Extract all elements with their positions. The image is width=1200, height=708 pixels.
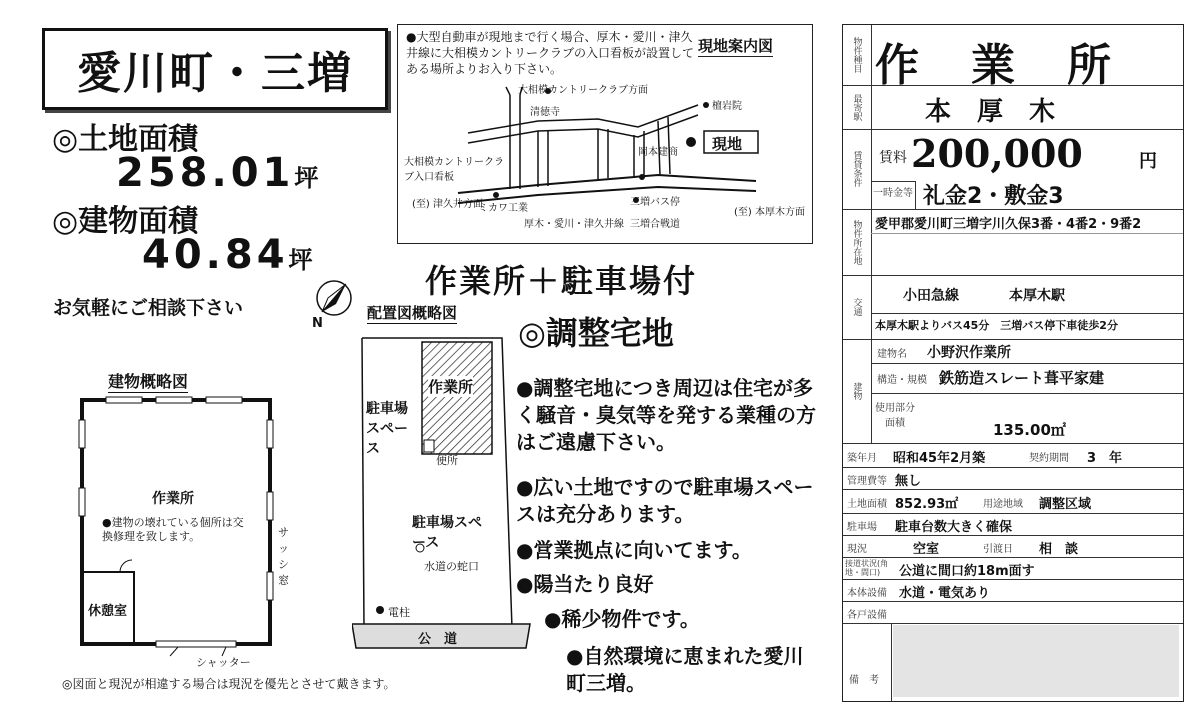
map-label-bus-stop: 三増バス停 xyxy=(630,197,680,208)
property-info-table xyxy=(842,24,1184,702)
remarks-area xyxy=(893,625,1179,697)
row-status xyxy=(843,535,1183,558)
map-label-shiganin: 檀岩院 xyxy=(712,101,742,112)
property-title: 愛川町・三増 xyxy=(42,28,388,110)
parking-label: 駐車場 xyxy=(847,522,877,533)
building-area-value: 40.84 xyxy=(142,232,289,278)
traffic-divider xyxy=(871,313,1183,314)
built-value: 昭和45年2月築 xyxy=(893,451,986,466)
floorplan-room-label: 作業所 xyxy=(152,491,194,507)
floorplan-title: 建物概略図 xyxy=(108,369,188,393)
map-label-route: 厚木・愛川・津久井線 xyxy=(524,219,624,230)
traffic-head: 交通 xyxy=(843,275,872,339)
built-label: 築年月 xyxy=(847,453,877,464)
deposit-label: 一時金等 xyxy=(871,181,916,209)
row-remarks xyxy=(843,623,1183,701)
map-label-club-direction: 大相模カントリークラブ方面 xyxy=(518,85,648,96)
rent-value: 200,000 xyxy=(911,131,1083,176)
map-label-okamoto: 岡本建商 xyxy=(638,147,678,158)
row-management xyxy=(843,467,1183,490)
building-floorplan xyxy=(66,392,289,669)
map-label-hon-atsugi-direction: (至) 本厚木方面 xyxy=(734,207,805,218)
contract-label: 契約期間 xyxy=(1029,453,1069,464)
equipment-label: 本体設備 xyxy=(847,588,887,599)
feature-item: ●稀少物件です。 xyxy=(544,607,700,631)
handover-label: 引渡日 xyxy=(983,544,1013,555)
row-rent xyxy=(843,129,1183,210)
floorplan-sash-label: サッシ窓 xyxy=(278,526,289,587)
layout-pole-label: 電柱 xyxy=(388,606,410,619)
road-label: 接道状況(角地・間口) xyxy=(845,559,889,577)
zone-value: 調整区域 xyxy=(1039,497,1092,512)
map-label-mikawa: ミカワ工業 xyxy=(478,203,528,214)
type-head: 物件種目 xyxy=(843,25,872,85)
row-station xyxy=(843,85,1183,130)
station-head: 最寄駅 xyxy=(843,85,872,129)
row-building xyxy=(843,339,1183,444)
row-land xyxy=(843,489,1183,514)
row-unit-equipment xyxy=(843,601,1183,624)
building-name: 小野沢作業所 xyxy=(927,345,1011,361)
building-divider-1 xyxy=(871,363,1183,364)
map-label-club-sign: 大相模カントリークラブ入口看板 xyxy=(404,157,504,183)
building-divider-2 xyxy=(871,393,1183,394)
feature-item: ●広い土地ですので駐車場スペースは充分あります。 xyxy=(516,475,814,526)
land-area-unit: 坪 xyxy=(294,164,319,192)
consult-text: お気軽にご相談下さい xyxy=(53,297,244,319)
site-layout-diagram xyxy=(352,328,510,653)
zone-label: 用途地域 xyxy=(983,499,1023,510)
contract-value: 3 年 xyxy=(1087,451,1123,466)
feature-item: ●調整宅地につき周辺は住宅が多く騒音・臭気等を発する業種の方はご遠慮下さい。 xyxy=(516,376,816,454)
feature-item: ●自然環境に恵まれた愛川町三増。 xyxy=(566,644,804,695)
remarks-label: 備 考 xyxy=(849,675,879,686)
building-area-unit: 坪 xyxy=(288,246,313,274)
unit-equipment-label: 各戸設備 xyxy=(847,610,887,621)
rent-label: 賃料 xyxy=(879,150,907,166)
row-address xyxy=(843,209,1183,276)
property-address: 愛甲郡愛川町三増字川久保3番・4番2・9番2 xyxy=(875,217,1142,232)
adjusted-land-heading: ◎調整宅地 xyxy=(518,314,674,352)
parking-value: 駐車台数大きく確保 xyxy=(895,520,1013,535)
compass-icon xyxy=(300,274,360,334)
row-built xyxy=(843,443,1183,468)
compass-north-label: N xyxy=(312,316,323,331)
land-area-label: ◎土地面積 xyxy=(52,122,199,157)
status-value: 空室 xyxy=(913,542,940,557)
building-area-label: ◎建物面積 xyxy=(52,204,199,239)
layout-workshop-label: 作業所 xyxy=(428,378,474,396)
train-station: 本厚木駅 xyxy=(1009,288,1065,304)
layout-parking-label: 駐車場スペース xyxy=(412,515,482,551)
footnote: ◎図面と現況が相違する場合は現況を優先とさせて戴きます。 xyxy=(62,677,396,691)
address-head: 物件所在地 xyxy=(843,209,872,275)
feature-item: ●営業拠点に向いてます。 xyxy=(516,538,752,562)
deposit-value: 礼金2・敷金3 xyxy=(923,184,1064,209)
headline: 作業所＋駐車場付 xyxy=(425,262,698,300)
property-type: 作 業 所 xyxy=(875,40,1115,91)
building-name-label: 建物名 xyxy=(877,349,907,360)
row-equipment xyxy=(843,579,1183,602)
row-road xyxy=(843,557,1183,580)
row-traffic xyxy=(843,275,1183,340)
layout-title: 配置図概略図 xyxy=(367,304,458,322)
equipment-value: 水道・電気あり xyxy=(899,586,991,601)
rent-unit: 円 xyxy=(1139,151,1157,172)
map-label-intersection: 三増合戦道 xyxy=(630,219,680,230)
status-label: 現況 xyxy=(847,544,867,555)
access-route: 本厚木駅よりバス45分 三増バス停下車徒歩2分 xyxy=(875,319,1118,332)
train-line: 小田急線 xyxy=(903,288,959,304)
map-label-seitokuji: 清徳寺 xyxy=(530,107,560,118)
floorplan-shutter-label: シャッター xyxy=(196,656,251,669)
building-area xyxy=(142,232,313,278)
floorplan-note: ●建物の壊れている個所は交換修理を致します。 xyxy=(102,516,244,543)
map-title: 現地案内図 xyxy=(698,37,774,55)
feature-item: ●陽当たり良好 xyxy=(516,572,654,596)
usage-label: 使用部分面積 xyxy=(875,403,915,429)
building-head: 建物 xyxy=(843,339,872,443)
usage-value: 135.00㎡ xyxy=(993,421,1066,439)
land-area xyxy=(116,150,318,196)
remarks-head-cell xyxy=(843,623,892,701)
rent-head: 賃貸条件 xyxy=(843,129,872,209)
land-value: 852.93㎡ xyxy=(895,497,959,512)
location-map xyxy=(397,24,813,244)
layout-toilet-label: 便所 xyxy=(436,454,458,467)
map-label-genchi: 現地 xyxy=(712,135,743,153)
row-parking xyxy=(843,513,1183,536)
map-note: ●大型自動車が現地まで行く場合、厚木・愛川・津久井線に大相模カントリークラブの入口看板が設置してある場所よりお入り下さい。 xyxy=(406,30,695,76)
row-type xyxy=(843,25,1183,91)
land-area-value: 258.01 xyxy=(116,150,295,196)
address-divider xyxy=(871,233,1183,234)
land-label: 土地面積 xyxy=(847,499,887,510)
map-label-tsukui-direction: (至) 津久井方面 xyxy=(412,199,483,210)
layout-parking-top-label: 駐車場スペース xyxy=(366,401,408,457)
nearest-station: 本 厚 木 xyxy=(925,97,1056,127)
management-value: 無し xyxy=(895,474,922,489)
handover-value: 相 談 xyxy=(1039,542,1079,557)
structure-label: 構造・規模 xyxy=(877,375,927,386)
management-label: 管理費等 xyxy=(847,476,887,487)
layout-water-label: 水道の蛇口 xyxy=(424,560,479,573)
road-value: 公道に間口約18m面す xyxy=(899,564,1035,579)
floorplan-rest-label: 休憩室 xyxy=(88,604,128,619)
structure-value: 鉄筋造スレート葺平家建 xyxy=(939,369,1105,387)
layout-road-label: 公 道 xyxy=(418,632,458,647)
